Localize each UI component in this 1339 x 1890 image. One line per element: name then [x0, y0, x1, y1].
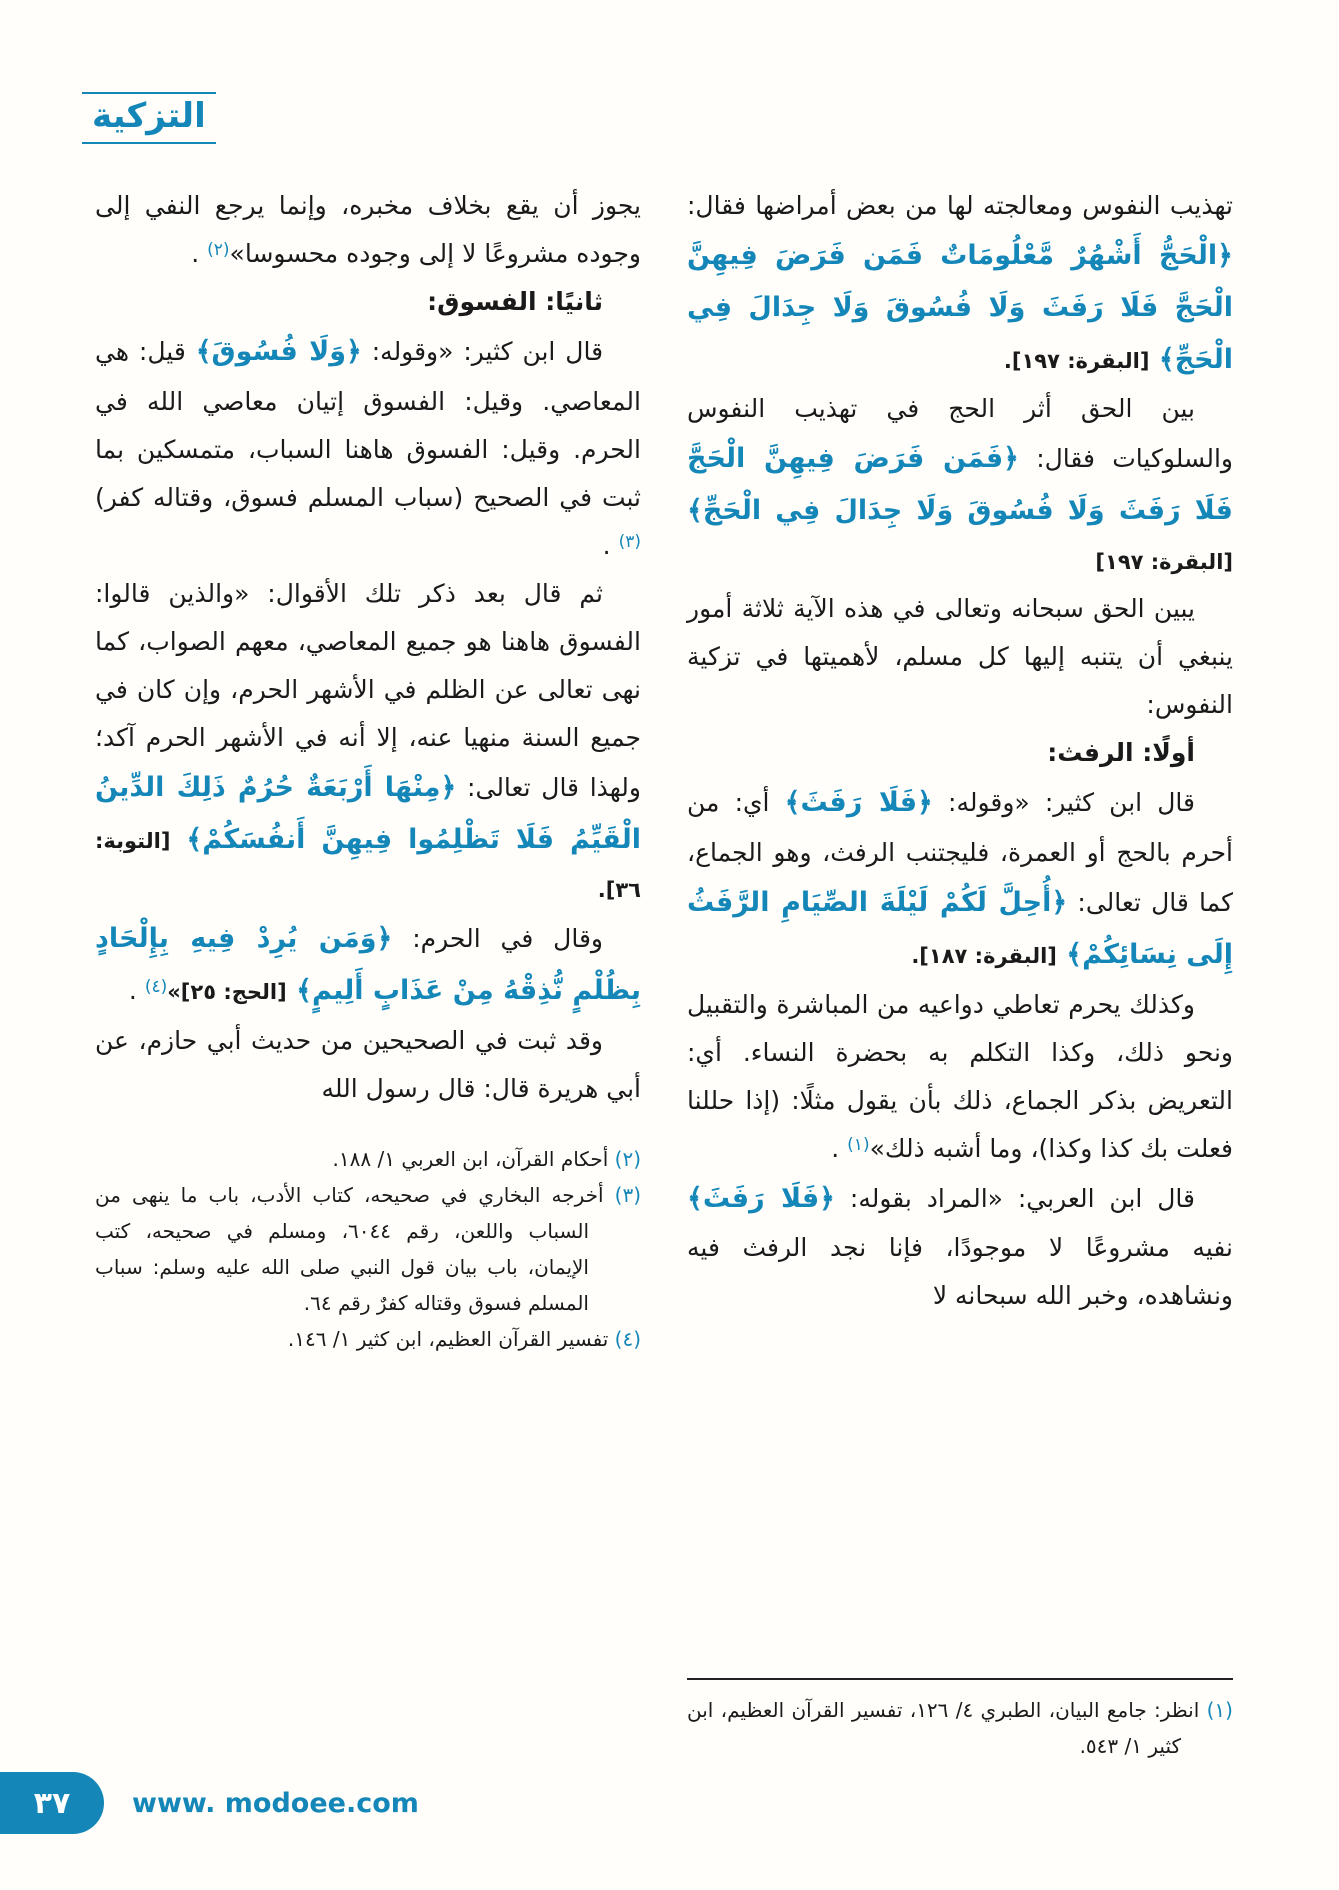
footnote-marker: (٣)	[614, 1183, 641, 1208]
section-heading: ثانيًا: الفسوق:	[427, 287, 603, 316]
body-text: انظر: جامع البيان، الطبري ٤/ ١٢٦، تفسير القرآن العظيم، ابن كثير ١/ ٥٤٣.	[687, 1698, 1207, 1758]
quran-verse: ﴿فَلَا رَفَثَ﴾	[687, 1182, 835, 1214]
quran-verse: ﴿أُحِلَّ لَكُمْ لَيْلَةَ الصِّيَامِ الرَّفَثُ إِلَى نِسَائِكُمْ﴾	[687, 886, 1233, 970]
body-text: قال ابن العربي: «المراد بقوله:	[835, 1183, 1196, 1213]
right-column	[687, 182, 1233, 1764]
left-column	[95, 182, 641, 1764]
verse-reference: [البقرة: ١٨٧].	[911, 943, 1057, 968]
body-text: قيل: هي المعاصي. وقيل: الفسوق إتيان معاصي الله في الحرم. وقيل: الفسوق هاهنا السباب، متمسكين بما ثبت في الصحيح (سباب المسلم فسوق، وقتاله كفر)	[95, 337, 641, 512]
paragraph	[95, 570, 641, 914]
footnote-marker: (٤)	[144, 977, 168, 998]
body-text: وكذلك يحرم تعاطي دواعيه من المباشرة والتقبيل ونحو ذلك، وكذا التكلم به بحضرة النساء. أي: التعريض بذكر الجماع، ذلك بأن يقول مثلًا: (إذا حللنا فعلت بك كذا وكذا)، وما أشبه ذلك»	[687, 989, 1233, 1163]
quran-verse: ﴿فَمَن فَرَضَ فِيهِنَّ الْحَجَّ فَلَا رَفَثَ وَلَا فُسُوقَ وَلَا جِدَالَ فِي الْحَجِّ﴾	[687, 443, 1233, 527]
footnote-marker: (٣)	[618, 531, 641, 552]
body-text: يجوز أن يقع بخلاف مخبره، وإنما يرجع النفي إلى وجوده مشروعًا لا إلى وجوده محسوسا»	[95, 191, 641, 268]
paragraph	[687, 1173, 1233, 1321]
paragraph	[95, 278, 641, 326]
body-text: .	[128, 976, 145, 1006]
body-text: تفسير القرآن العظيم، ابن كثير ١/ ١٤٦.	[287, 1327, 615, 1352]
footnote-marker: (٢)	[207, 240, 230, 260]
paragraph	[687, 981, 1233, 1173]
paragraph	[687, 585, 1233, 729]
page-number: ٣٧	[33, 1785, 71, 1821]
footnote	[687, 1692, 1233, 1764]
left-column-footnotes	[95, 1141, 641, 1357]
paragraph	[95, 1017, 641, 1113]
left-column-text	[95, 182, 641, 1113]
right-column-footnotes	[687, 1678, 1233, 1764]
quran-verse: ﴿الْحَجُّ أَشْهُرٌ مَّعْلُومَاتٌ فَمَن فَرَضَ فِيهِنَّ الْحَجَّ فَلَا رَفَثَ وَلَا فُسُوقَ وَلَا جِدَالَ فِي الْحَجِّ﴾	[687, 240, 1233, 375]
paragraph	[95, 913, 641, 1017]
text-columns	[95, 182, 1233, 1764]
website-text: www. modoee.com	[132, 1788, 419, 1819]
verse-reference: [البقرة: ١٩٧]	[1095, 550, 1233, 575]
body-text: وقال في الحرم:	[392, 924, 603, 954]
footnote-marker: (٢)	[614, 1147, 641, 1172]
verse-reference: [التوبة: ٣٦].	[95, 828, 641, 903]
body-text: بين الحق أثر الحج في تهذيب النفوس والسلوكيات فقال:	[687, 394, 1233, 474]
body-text: نفيه مشروعًا لا موجودًا، فإنا نجد الرفث فيه ونشاهده، وخبر الله سبحانه لا	[687, 1233, 1233, 1311]
footnote	[95, 1141, 641, 1177]
body-text: .	[191, 239, 208, 268]
paragraph	[687, 182, 1233, 385]
body-text: ثم قال بعد ذكر تلك الأقوال: «والذين قالوا: الفسوق هاهنا هو جميع المعاصي، معهم الصواب، كما نهى تعالى عن الظلم في الأشهر الحرم، وإن كان في جميع السنة منهيا عنه، إلا أنه في الأشهر الحرم آكد؛ ولهذا قال تعالى:	[95, 578, 642, 802]
verse-reference: [البقرة: ١٩٧].	[1003, 348, 1150, 373]
body-text: أحكام القرآن، ابن العربي ١/ ١٨٨.	[332, 1147, 615, 1172]
book-logo: التزكية	[82, 92, 216, 144]
quran-verse: ﴿وَلَا فُسُوقَ﴾	[195, 336, 362, 367]
footnote	[95, 1321, 641, 1357]
paragraph	[687, 777, 1233, 980]
paragraph	[95, 182, 641, 278]
body-text: قال ابن كثير: «وقوله:	[932, 788, 1195, 818]
paragraph	[687, 385, 1233, 585]
body-text: .	[602, 530, 619, 560]
paragraph	[95, 326, 641, 570]
footnote	[95, 1177, 641, 1321]
body-text: يبين الحق سبحانه وتعالى في هذه الآية ثلاثة أمور ينبغي أن يتنبه إليها كل مسلم، لأهميتها في تزكية النفوس:	[687, 594, 1233, 720]
quran-verse: ﴿مِنْهَا أَرْبَعَةٌ حُرُمٌ ذَلِكَ الدِّينُ الْقَيِّمُ فَلَا تَظْلِمُوا فِيهِنَّ أَنفُسَكُمْ﴾	[95, 771, 641, 855]
verse-reference: [الحج: ٢٥]»	[167, 980, 287, 1005]
quran-verse: ﴿وَمَن يُرِدْ فِيهِ بِإِلْحَادٍ بِظُلْمٍ نُّذِقْهُ مِنْ عَذَابٍ أَلِيمٍ﴾	[95, 923, 641, 1007]
body-text: قال ابن كثير: «وقوله:	[361, 337, 604, 366]
footnote-marker: (١)	[1206, 1698, 1233, 1722]
body-text: أي: من أحرم بالحج أو العمرة، فليجتنب الرفث، وهو الجماع، كما قال تعالى:	[687, 788, 1234, 917]
section-heading: أولًا: الرفث:	[1047, 738, 1195, 768]
body-text: .	[831, 1133, 848, 1163]
body-text: أخرجه البخاري في صحيحه، كتاب الأدب، باب ما ينهى من السباب واللعن، رقم ٦٠٤٤، ومسلم في صحيحه، كتب الإيمان، باب بيان قول النبي صلى الله عليه وسلم: سباب المسلم فسوق وقتاله كفرٌ رقم ٦٤.	[95, 1183, 615, 1316]
quran-verse: ﴿فَلَا رَفَثَ﴾	[784, 787, 933, 819]
page-number-badge	[0, 1772, 104, 1834]
footnote-marker: (١)	[847, 1134, 870, 1155]
paragraph	[687, 729, 1233, 777]
right-column-text	[687, 182, 1233, 1320]
body-text: وقد ثبت في الصحيحين من حديث أبي حازم، عن أبي هريرة قال: قال رسول الله	[95, 1026, 641, 1104]
body-text: تهذيب النفوس ومعالجته لها من بعض أمراضها فقال:	[687, 191, 1233, 220]
footnote-marker: (٤)	[614, 1327, 641, 1352]
